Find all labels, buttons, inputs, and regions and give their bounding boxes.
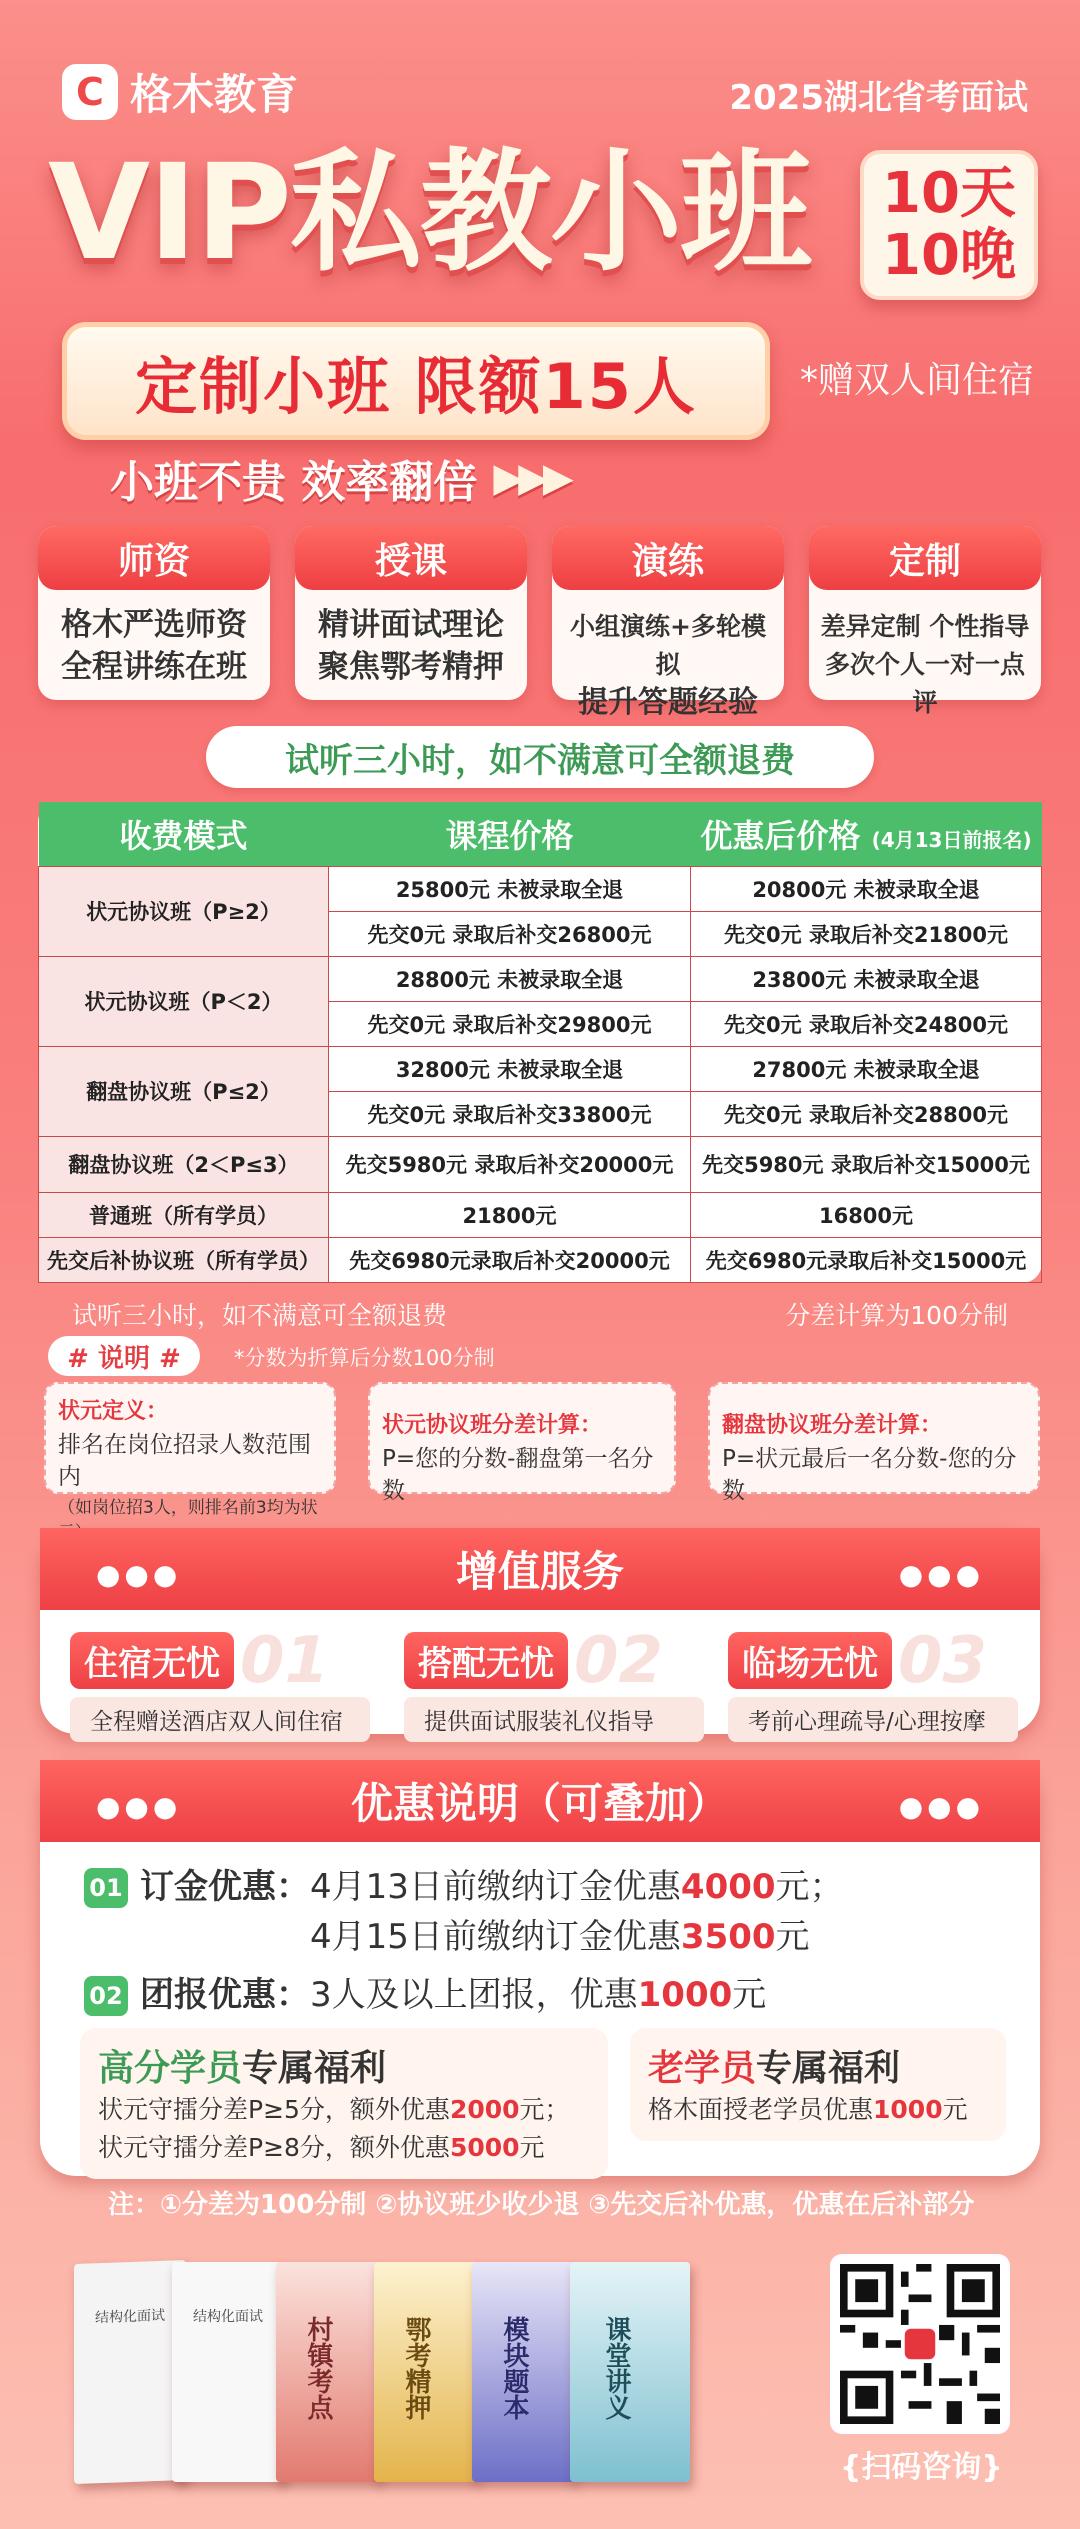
discount-header-note: (4月13日前报名) (871, 827, 1032, 852)
discount-lines (310, 1862, 844, 1962)
book-image (374, 2262, 478, 2482)
notes-sub: *分数为折算后分数100分制 (234, 1346, 495, 1370)
discount-unit: 元 (775, 1917, 810, 1957)
returning-student-benefit (630, 2028, 1006, 2141)
feature-card-custom (809, 526, 1041, 717)
feature-line: 提升答题经验 (578, 685, 758, 720)
trial-pill: 试听三小时，如不满意可全额退费 (206, 726, 874, 788)
number-badge: 02 (84, 1976, 128, 2016)
feature-line: 格木严选师资 (61, 607, 247, 643)
discount-header-label: 优惠后价格 (700, 816, 861, 855)
book-image (74, 2260, 186, 2484)
dots-icon: ●●● (96, 1790, 182, 1823)
feature-line: 全程讲练在班 (61, 649, 247, 685)
table-row (39, 1237, 1042, 1282)
mode-cell: 状元协议班（P＜2） (39, 956, 329, 1046)
discount-cell: 先交5980元 录取后补交15000元 (691, 1136, 1042, 1192)
service-item (728, 1624, 1018, 1742)
mode-cell: 先交后补协议班（所有学员） (39, 1237, 329, 1282)
slogan-text: 小班不贵 效率翻倍 (110, 457, 478, 508)
number-badge: 01 (84, 1868, 128, 1908)
benefit-text: 格木面授老学员优惠 (648, 2095, 874, 2124)
discount-unit: 元； (775, 1867, 844, 1907)
benefit-unit: 元 (519, 2133, 545, 2162)
discount-label: 订金优惠： (140, 1867, 310, 1907)
feature-title: 师资 (38, 526, 270, 590)
service-number: 03 (898, 1624, 988, 1698)
book-title: 模块题本 (499, 2316, 529, 2420)
service-item (404, 1624, 704, 1742)
service-title: 住宿无忧 (70, 1632, 234, 1689)
small-class-banner: 定制小班 限额15人 (62, 322, 770, 440)
definition-text: P=您的分数-翻盘第一名分数 (382, 1446, 654, 1504)
discount-amount: 3500 (680, 1917, 776, 1957)
discount-item-deposit (84, 1862, 844, 1962)
arrows-icon: ▶▶▶ (493, 455, 568, 501)
feature-title: 演练 (552, 526, 784, 590)
table-row (39, 1192, 1042, 1237)
service-text: 全程赠送酒店双人间住宿 (70, 1697, 370, 1742)
book-title: 结构化面试 (193, 2309, 263, 2325)
feature-line: 多次个人一对一点评 (824, 650, 1025, 717)
mode-cell: 普通班（所有学员） (39, 1192, 329, 1237)
definition-title: 状元协议班分差计算： (382, 1413, 603, 1438)
feature-card-teachers (38, 526, 270, 700)
definition-small: （如岗位招3人，则排名前3均为状 (58, 1498, 318, 1518)
feature-card-teaching (295, 526, 527, 700)
service-title: 搭配无忧 (404, 1632, 568, 1689)
definition-card (708, 1382, 1040, 1504)
book-title: 结构化面试 (95, 2307, 165, 2327)
brand-logo (62, 62, 298, 122)
discount-amount: 4000 (680, 1867, 776, 1907)
book-image (276, 2262, 380, 2482)
price-cell: 先交0元 录取后补交26800元 (329, 911, 691, 956)
benefit-unit: 元 (942, 2095, 968, 2124)
definition-card (44, 1382, 336, 1518)
definition-title: 状元定义： (58, 1399, 169, 1424)
mode-cell: 状元协议班（P≥2） (39, 866, 329, 956)
price-cell: 先交6980元录取后补交20000元 (329, 1237, 691, 1282)
discount-cell: 先交0元 录取后补交24800元 (691, 1001, 1042, 1046)
price-cell: 先交5980元 录取后补交20000元 (329, 1136, 691, 1192)
book-image (172, 2262, 284, 2482)
discount-cell: 先交0元 录取后补交28800元 (691, 1091, 1042, 1136)
days-line-1: 10天 (882, 161, 1016, 226)
logo-icon: C (62, 64, 118, 120)
discount-unit: 元 (732, 1975, 767, 2015)
dots-icon: ●●● (898, 1558, 984, 1591)
trial-note: 试听三小时，如不满意可全额退费 (72, 1301, 448, 1330)
discount-text: 4月13日前缴纳订金优惠 (310, 1867, 681, 1907)
headline: VIP私教小班 (48, 136, 811, 290)
qr-label: {扫码咨询} (840, 2450, 1003, 2485)
dots-icon: ●●● (898, 1790, 984, 1823)
discount-panel (40, 1760, 1040, 2176)
definition-text: 排名在岗位招录人数范围内 (58, 1432, 311, 1490)
footnote: 注：①分差为100分制 ②协议班少收少退 ③先交后补优惠，优惠在后补部分 (108, 2190, 975, 2220)
benefit-amount: 2000 (449, 2095, 520, 2124)
exam-label: 2025湖北省考面试 (729, 78, 1028, 118)
col-header-discount (691, 802, 1042, 866)
price-cell: 21800元 (329, 1192, 691, 1237)
services-header (40, 1528, 1040, 1610)
book-image (472, 2262, 576, 2482)
price-table (38, 802, 1042, 1283)
price-cell: 先交0元 录取后补交33800元 (329, 1091, 691, 1136)
benefit-amount: 5000 (449, 2133, 520, 2162)
discount-text: 3人及以上团报，优惠 (310, 1975, 638, 2015)
service-number: 01 (240, 1624, 330, 1698)
feature-line: 小组演练+多轮模拟 (570, 612, 766, 679)
high-score-benefit (80, 2028, 608, 2179)
price-cell: 32800元 未被录取全退 (329, 1046, 691, 1091)
table-row (39, 956, 1042, 1001)
feature-line: 差异定制 个性指导 (820, 612, 1030, 641)
discount-text: 4月15日前缴纳订金优惠 (310, 1917, 681, 1957)
days-badge (860, 150, 1038, 300)
feature-title: 授课 (295, 526, 527, 590)
benefit-text: 状元守擂分差P≥8分，额外优惠 (98, 2133, 450, 2162)
service-text: 考前心理疏导/心理按摩 (728, 1697, 1018, 1742)
benefit-title-2: 专属福利 (756, 2048, 901, 2089)
table-row (39, 1136, 1042, 1192)
col-header-price: 课程价格 (329, 802, 691, 866)
notes-label: # 说明 # (48, 1336, 200, 1376)
benefit-title-2: 专属福利 (242, 2048, 387, 2089)
dots-icon: ●●● (96, 1558, 182, 1591)
service-text: 提供面试服装礼仪指导 (404, 1697, 704, 1742)
slogan (110, 446, 568, 510)
discount-cell: 20800元 未被录取全退 (691, 866, 1042, 911)
discount-header (40, 1760, 1040, 1842)
discount-amount: 1000 (637, 1975, 733, 2015)
benefit-unit: 元； (519, 2095, 570, 2124)
book-title: 村镇考点 (303, 2316, 333, 2420)
discount-title: 优惠说明（可叠加） (350, 1779, 729, 1828)
score-scale-note: 分差计算为100分制 (785, 1301, 1008, 1330)
discount-cell: 先交6980元录取后补交15000元 (691, 1237, 1042, 1282)
benefit-text: 状元守擂分差P≥5分，额外优惠 (98, 2095, 450, 2124)
discount-cell: 先交0元 录取后补交21800元 (691, 911, 1042, 956)
feature-line: 聚焦鄂考精押 (318, 649, 504, 685)
service-item (70, 1624, 370, 1742)
col-header-mode: 收费模式 (39, 802, 329, 866)
table-row (39, 866, 1042, 911)
price-cell: 25800元 未被录取全退 (329, 866, 691, 911)
qr-code[interactable] (830, 2254, 1010, 2434)
brand-name: 格木教育 (130, 70, 299, 119)
gift-note: *赠双人间住宿 (800, 360, 1035, 401)
mode-cell: 翻盘协议班（P≤2） (39, 1046, 329, 1136)
qr-icon (840, 2264, 1000, 2424)
book-title: 鄂考精押 (401, 2316, 431, 2420)
feature-card-practice (552, 526, 784, 720)
price-cell: 28800元 未被录取全退 (329, 956, 691, 1001)
benefit-title-1: 老学员 (648, 2048, 757, 2089)
benefit-amount: 1000 (873, 2095, 943, 2124)
price-cell: 先交0元 录取后补交29800元 (329, 1001, 691, 1046)
discount-cell: 16800元 (691, 1192, 1042, 1237)
definition-text: P=状元最后一名分数-您的分数 (722, 1446, 1017, 1504)
feature-line: 精讲面试理论 (318, 607, 504, 643)
definition-card (368, 1382, 676, 1504)
book-title: 课堂讲义 (601, 2316, 631, 2420)
days-line-2: 10晚 (882, 223, 1016, 288)
mode-cell: 翻盘协议班（2＜P≤3） (39, 1136, 329, 1192)
service-title: 临场无忧 (728, 1632, 892, 1689)
service-number: 02 (574, 1624, 664, 1698)
benefit-title-1: 高分学员 (98, 2048, 243, 2089)
discount-label: 团报优惠： (140, 1975, 310, 2015)
definition-title: 翻盘协议班分差计算： (722, 1413, 943, 1438)
discount-cell: 23800元 未被录取全退 (691, 956, 1042, 1001)
discount-item-group (84, 1970, 766, 2020)
discount-cell: 27800元 未被录取全退 (691, 1046, 1042, 1091)
book-image (570, 2262, 690, 2482)
feature-title: 定制 (809, 526, 1041, 590)
table-row (39, 1046, 1042, 1091)
services-title: 增值服务 (455, 1547, 624, 1596)
services-panel (40, 1528, 1040, 1734)
